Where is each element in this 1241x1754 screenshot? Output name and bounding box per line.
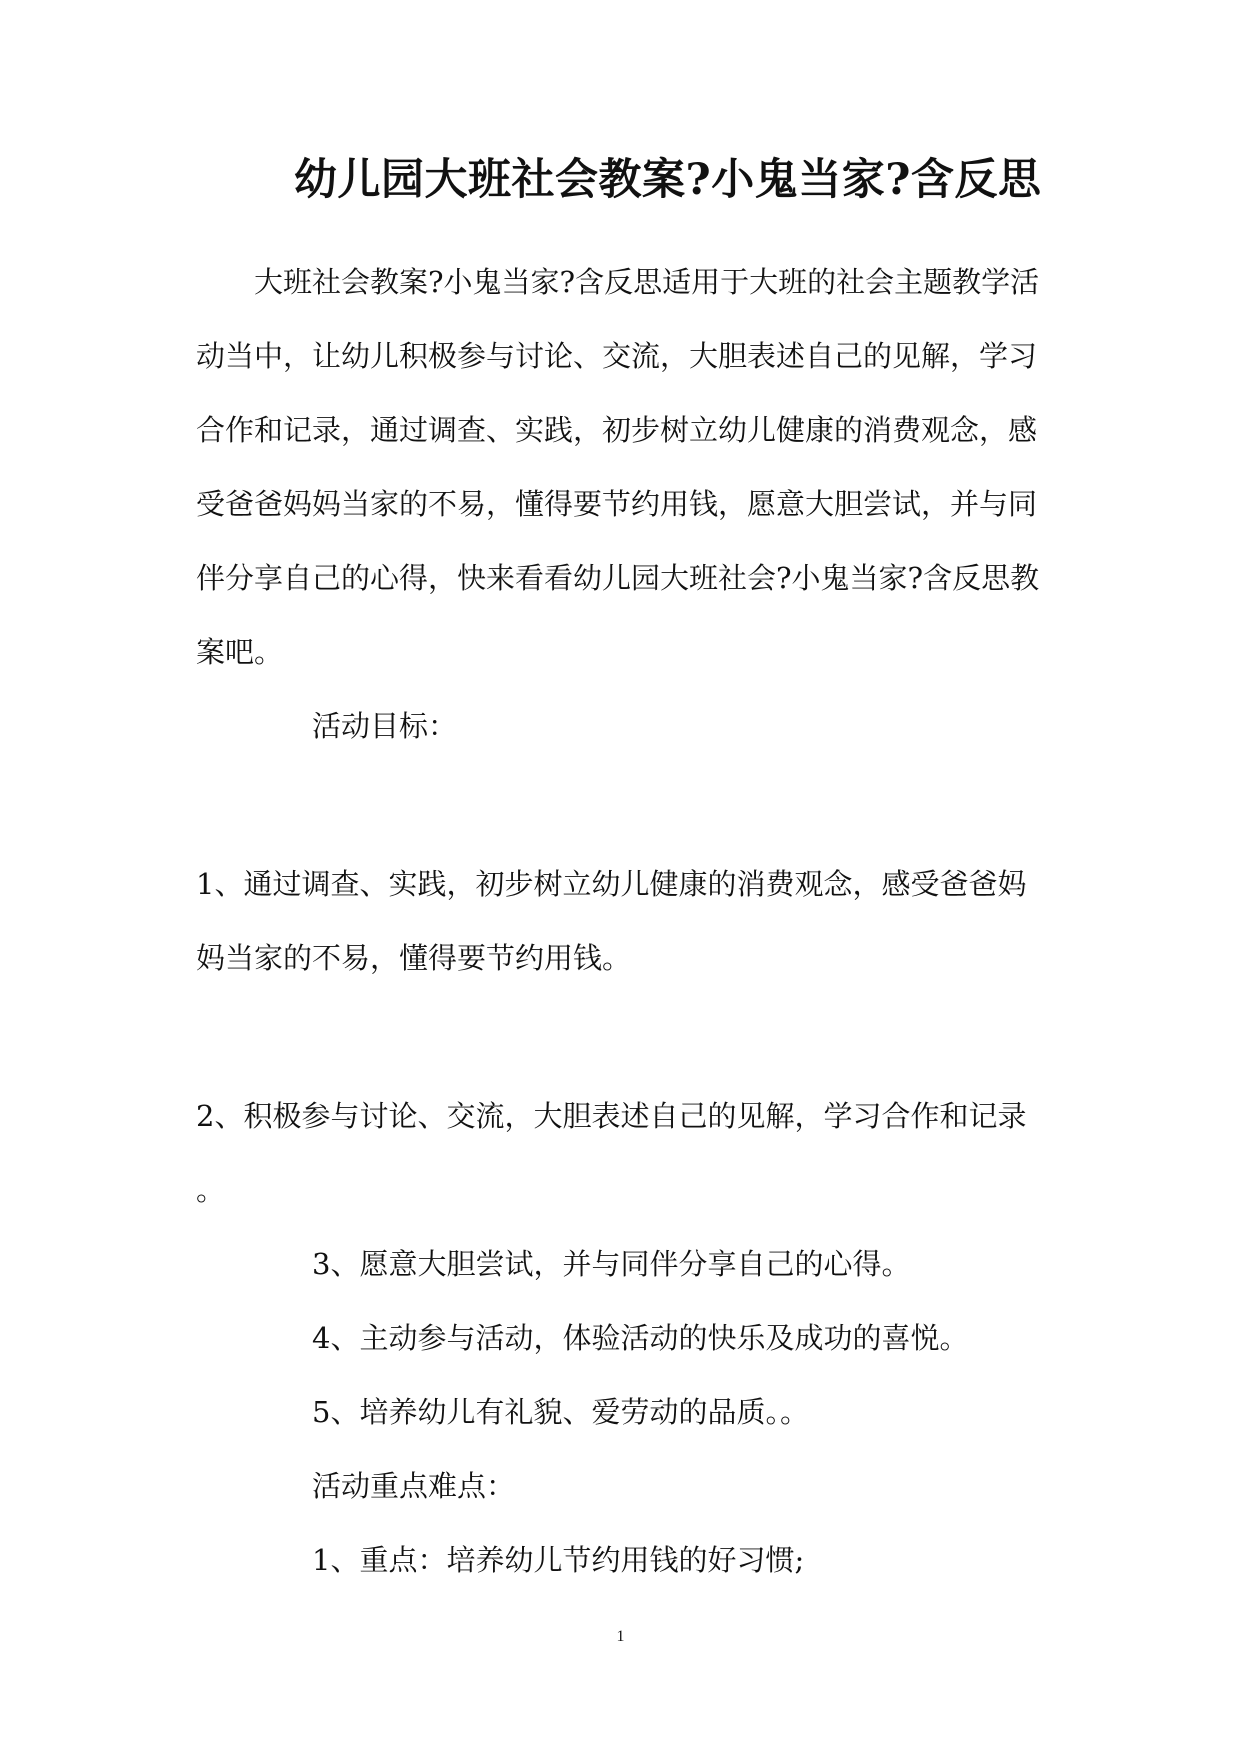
goals-heading: 活动目标： xyxy=(312,709,458,743)
page-number: 1 xyxy=(616,1628,625,1645)
goal-item-1: 1、通过调查、实践，初步树立幼儿健康的消费观念，感受爸爸妈 xyxy=(196,867,1027,901)
intro-line: 合作和记录，通过调查、实践，初步树立幼儿健康的消费观念，感 xyxy=(196,413,1038,447)
goal-item-1-continued: 妈当家的不易，懂得要节约用钱。 xyxy=(196,941,632,975)
key-points-heading: 活动重点难点： xyxy=(312,1469,516,1503)
key-point-item-1: 1、重点：培养幼儿节约用钱的好习惯; xyxy=(312,1543,805,1577)
intro-line: 案吧。 xyxy=(196,635,284,669)
goal-item-2-continued: 。 xyxy=(196,1173,226,1207)
intro-line: 动当中，让幼儿积极参与讨论、交流，大胆表述自己的见解，学习 xyxy=(196,339,1038,373)
goal-item-4: 4、主动参与活动，体验活动的快乐及成功的喜悦。 xyxy=(312,1321,969,1355)
intro-line: 受爸爸妈妈当家的不易，懂得要节约用钱，愿意大胆尝试，并与同 xyxy=(196,487,1038,521)
goal-item-2: 2、积极参与讨论、交流，大胆表述自己的见解，学习合作和记录 xyxy=(196,1099,1027,1133)
intro-line: 大班社会教案?小鬼当家?含反思适用于大班的社会主题教学活 xyxy=(254,265,1040,299)
intro-line: 伴分享自己的心得，快来看看幼儿园大班社会?小鬼当家?含反思教 xyxy=(196,561,1040,595)
goal-item-3: 3、愿意大胆尝试，并与同伴分享自己的心得。 xyxy=(312,1247,911,1281)
goal-item-5: 5、培养幼儿有礼貌、爱劳动的品质。。 xyxy=(312,1395,809,1429)
document-title: 幼儿园大班社会教案?小鬼当家?含反思 xyxy=(294,155,1042,205)
